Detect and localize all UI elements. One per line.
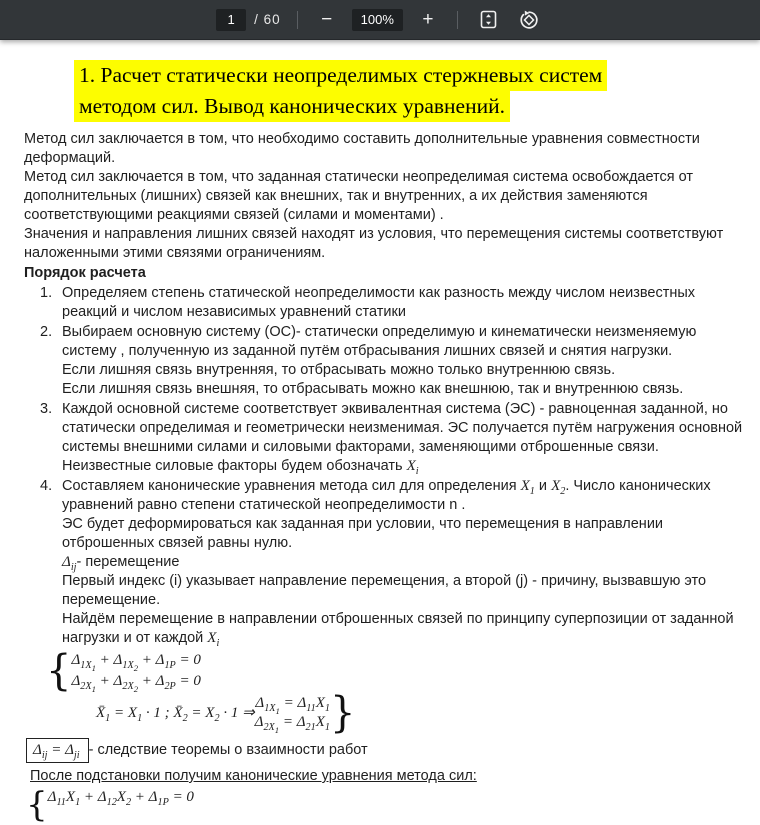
canonical-equation-1: [26, 785, 746, 825]
canonical-system-raw: [46, 646, 746, 696]
step-4-number: 4.: [40, 478, 53, 494]
step-3-text: [62, 400, 746, 476]
step-2-line-b: Если лишняя связь внутренняя, то отбрасывать можно только внутреннюю связь.: [62, 362, 616, 378]
pdf-page: [0, 40, 760, 825]
substitution-row-1: $\Delta_{1X_1} = \Delta_{11}X_1$: [255, 695, 330, 717]
title-line-1: 1. Расчет статически неопределимых стержневых систем: [74, 60, 607, 91]
paragraph-method-3: Значения и направления лишних связей находят из условия, что перемещения системы соответствуют наложенными этими связями ограничениям.: [24, 226, 724, 261]
left-brace-clipped: {: [26, 785, 48, 825]
step-2: [24, 323, 746, 399]
substitution-rows: [254, 694, 330, 736]
step-4: [24, 477, 746, 648]
toolbar-divider: [457, 11, 458, 29]
step-2-number: 2.: [40, 324, 53, 340]
step-3-line-a: Каждой основной системе соответствует эквивалентная система (ЭС) - равноценная заданной, но статически определимая и геометрически неизменимая. ЭС получается путём нагружения основной системы внешними силами и силовыми факторами, заменяющими отброшенные связи.: [62, 401, 743, 455]
fit-to-page-icon: [479, 10, 498, 29]
canonical-equation-row: $\Delta_{11}X_1 + \Delta_{12}X_2 + \Delta_{1P} = 0$: [47, 789, 194, 808]
document-body: [24, 130, 746, 825]
fit-to-page-button[interactable]: [474, 5, 504, 35]
title-line-2: методом сил. Вывод канонических уравнений.: [74, 91, 510, 122]
system-row-2: $\Delta_{2X_1} + \Delta_{2X_2} + \Delta_{2P} = 0$: [71, 673, 201, 695]
paragraph-method-2: Метод сил заключается в том, что заданная статически неопределимая система освобождается от дополнительных (лишних) связей как внешних, так и внутренних, а их действия заменяются соответствующими реакциями связей (силами и моментами) .: [24, 169, 694, 223]
unknown-factor-symbol: $X_i$: [406, 458, 419, 477]
rotate-button[interactable]: [514, 5, 544, 35]
system-rows: [71, 650, 201, 695]
paragraph-method-1: Метод сил заключается в том, что необходимо составить дополнительные уравнения совместности деформаций.: [24, 131, 700, 166]
rotate-counterclockwise-icon: [519, 10, 539, 30]
page-count-label: / 60: [254, 12, 281, 27]
x1-symbol: $X_1$: [520, 478, 535, 497]
reciprocity-note: - следствие теоремы о взаимности работ: [88, 742, 368, 758]
step-4-line-b: ЭС будет деформироваться как заданная при условии, что перемещения в направлении отброшенных связей равны нулю.: [62, 516, 664, 551]
step-2-line-a: Выбираем основную систему (ОС)- статически определимую и кинематически неизменяемую систему , полученную из заданной путём отбрасывания лишних связей и снятия нагрузки.: [62, 324, 697, 359]
canonical-equations-caption: После подстановки получим канонические уравнения метода сил:: [30, 768, 477, 784]
page-number-input[interactable]: 1: [216, 9, 246, 31]
formula-block: [24, 646, 746, 825]
delta-ij-symbol: $\Delta_{ij}$: [62, 554, 77, 573]
steps-heading: Порядок расчета: [24, 265, 146, 281]
toolbar-divider: [297, 11, 298, 29]
step-3-line-b: Неизвестные силовые факторы будем обозначать $X_i$: [62, 458, 419, 477]
superposition-note: Найдём перемещение в направлении отброшенных связей по принципу суперпозиции от заданной нагрузки и от каждой $X_i$: [62, 611, 734, 649]
x2-symbol: $X_2$: [551, 478, 566, 497]
step-4-line-a: Составляем канонические уравнения метода сил для определения $X_1$ и $X_2$. Число канонических уравнений равно степени статической неопределимости n .: [62, 478, 711, 513]
step-1-number: 1.: [40, 285, 53, 301]
reciprocity-formula-box: $\Delta_{ij} = \Delta_{ji}$: [26, 738, 89, 763]
step-2-line-c: Если лишняя связь внешняя, то отбрасывать можно как внешнюю, так и внутреннюю связь.: [62, 381, 684, 397]
step-2-text: [62, 323, 746, 399]
zoom-level-field[interactable]: 100%: [352, 9, 403, 31]
step-4-text: [62, 477, 746, 648]
right-brace: }: [330, 688, 356, 738]
step-3-number: 3.: [40, 401, 53, 417]
substitution-row-2: $\Delta_{2X_1} = \Delta_{21}X_1$: [254, 714, 330, 736]
toolbar-controls: [216, 5, 544, 35]
delta-definition: $\Delta_{ij}-$ перемещение: [62, 554, 180, 573]
zoom-in-button[interactable]: +: [415, 7, 441, 33]
substitution-line: [96, 688, 746, 738]
step-3: [24, 400, 746, 476]
document-title: [74, 60, 746, 122]
substitution-lead: $X̄_1 = X_1 \cdot 1$ ; $X̄_2 = X_2 \cdot 1$ ⇒: [96, 704, 255, 724]
left-brace: {: [46, 646, 72, 696]
index-explanation: Первый индекс (i) указывает направление перемещения, а второй (j) - причину, вызвавшую это перемещение.: [62, 573, 707, 608]
zoom-out-button[interactable]: −: [314, 7, 340, 33]
pdf-toolbar: [0, 0, 760, 40]
system-row-1: $\Delta_{1X_1} + \Delta_{1X_2} + \Delta_{1P} = 0$: [71, 652, 201, 674]
step-1-text: Определяем степень статической неопределимости как разность между числом неизвестных реакций и числом независимых уравнений статики: [62, 285, 696, 320]
reciprocity-line: [26, 738, 746, 763]
xi-symbol: $X_i$: [207, 630, 220, 649]
step-1: [24, 284, 746, 322]
